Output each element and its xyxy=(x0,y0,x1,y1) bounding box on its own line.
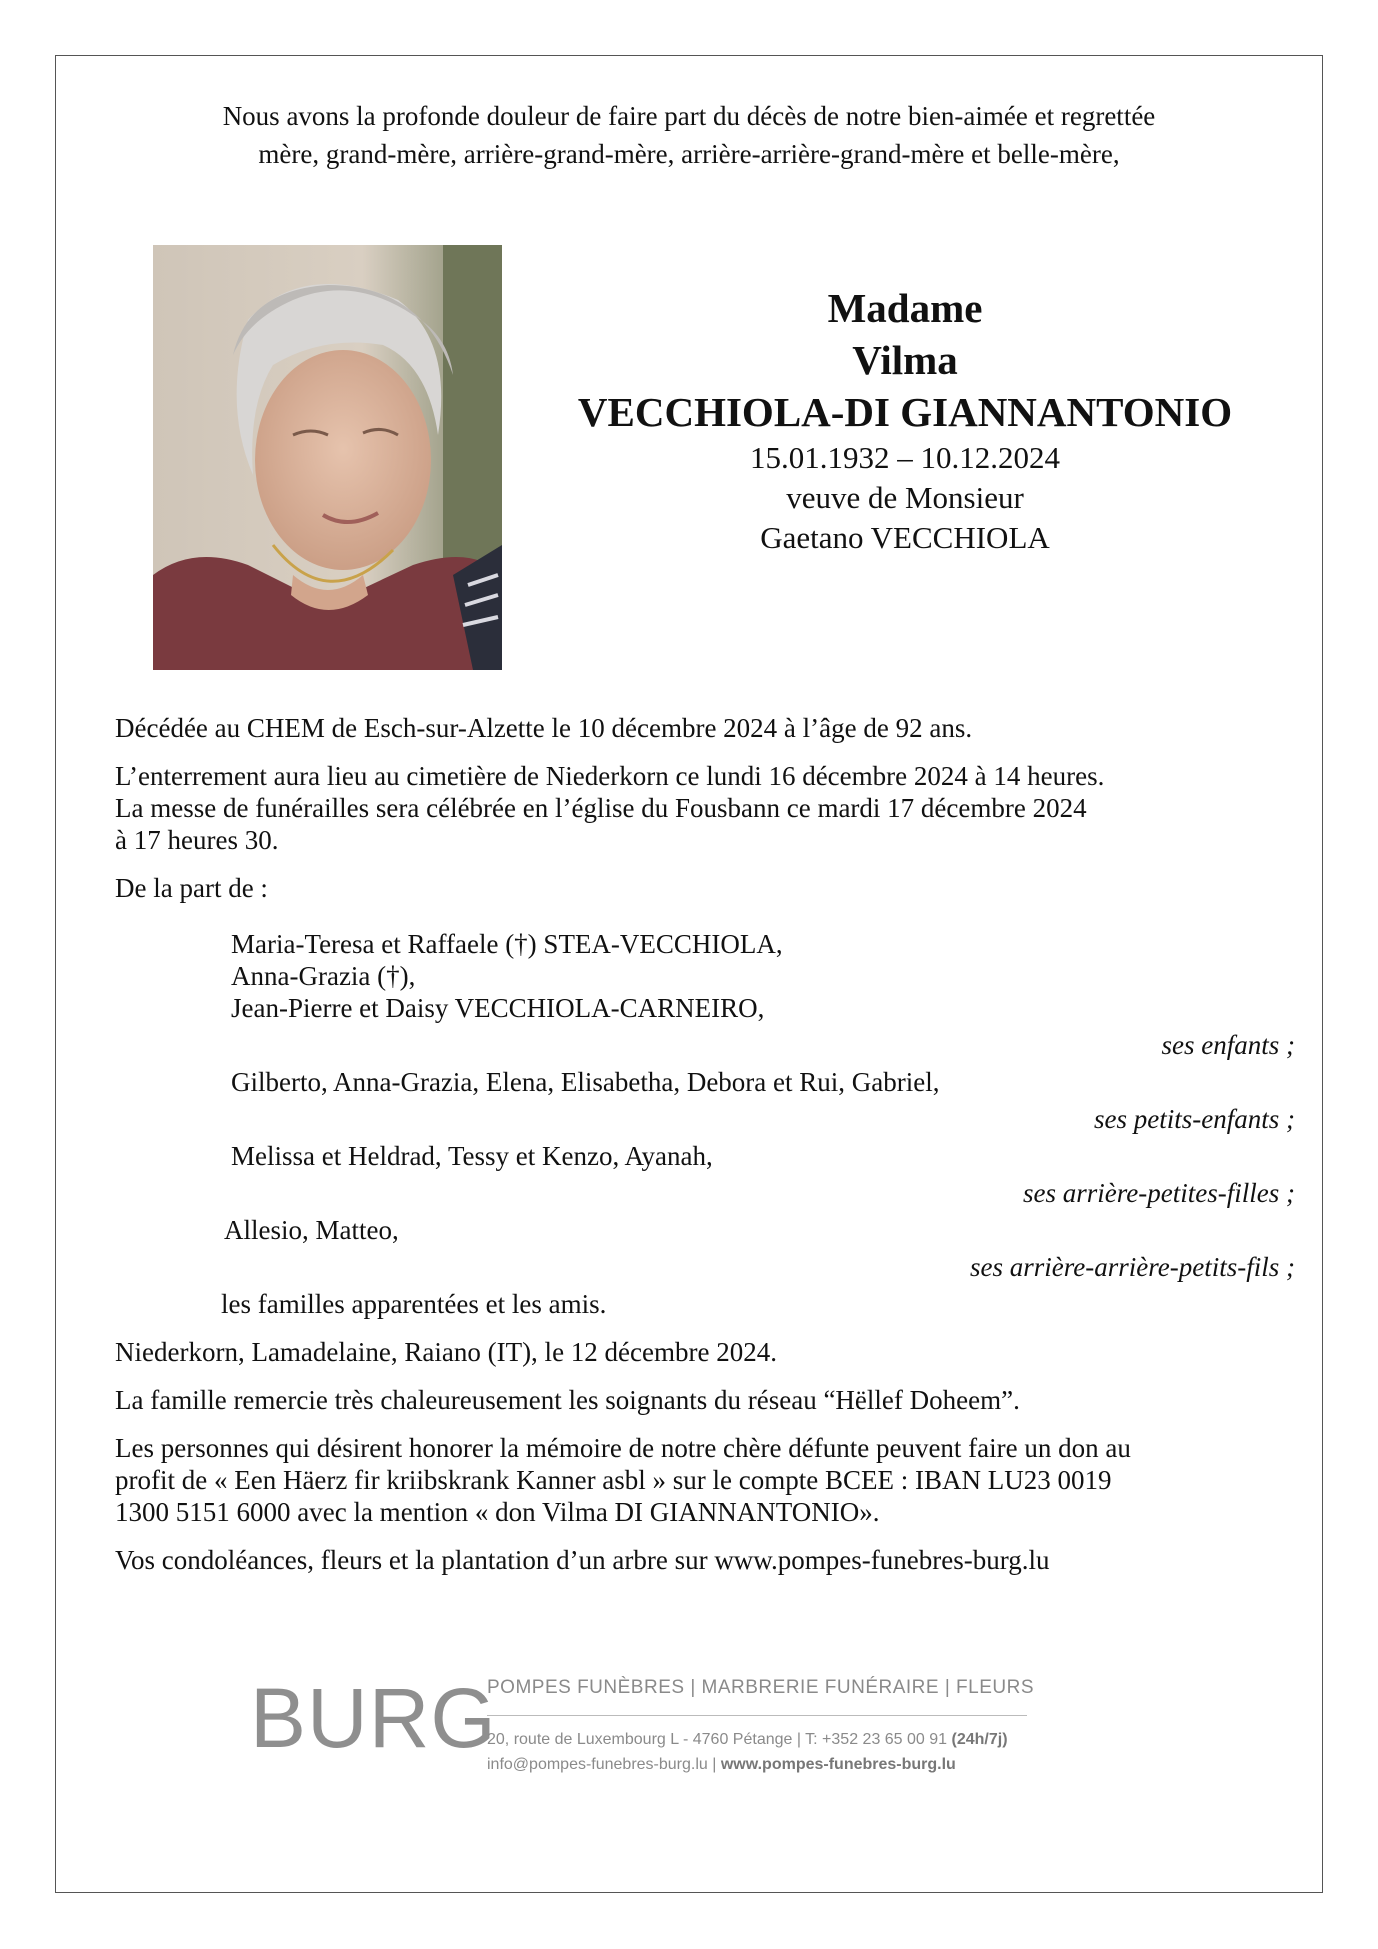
deceased-identity xyxy=(520,282,1290,558)
great-great-line: Allesio, Matteo, xyxy=(224,1215,399,1245)
deceased-first-name: Vilma xyxy=(852,337,958,383)
children-line-3: Jean-Pierre et Daisy VECCHIOLA-CARNEIRO, xyxy=(231,993,765,1023)
mass-text-2: à 17 heures 30. xyxy=(115,825,279,855)
deceased-dates: 15.01.1932 – 10.12.2024 xyxy=(750,440,1060,475)
relatives-line: les familles apparentées et les amis. xyxy=(221,1289,607,1319)
footer-divider xyxy=(487,1715,1027,1716)
death-notice: Décédée au CHEM de Esch-sur-Alzette le 10 décembre 2024 à l’âge de 92 ans. xyxy=(115,713,973,743)
website-link[interactable]: www.pompes-funebres-burg.lu xyxy=(720,1756,956,1773)
intro-line-2: mère, grand-mère, arrière-grand-mère, arrière-arrière-grand-mère et belle-mère, xyxy=(258,139,1120,169)
children-line-2: Anna-Grazia (†), xyxy=(231,961,416,991)
from-label: De la part de : xyxy=(115,873,268,903)
great-grandchildren-label: ses arrière-petites-filles ; xyxy=(1023,1178,1295,1208)
hours-text: (24h/7j) xyxy=(951,1731,1008,1748)
great-great-label: ses arrière-arrière-petits-fils ; xyxy=(970,1252,1295,1282)
widow-of: veuve de Monsieur xyxy=(786,480,1024,515)
children-label: ses enfants ; xyxy=(1161,1030,1295,1060)
burial-mass-info xyxy=(115,760,1295,856)
contact-line xyxy=(487,1756,956,1774)
address-line xyxy=(487,1731,1008,1749)
place-date: Niederkorn, Lamadelaine, Raiano (IT), le 12 décembre 2024. xyxy=(115,1337,777,1367)
grandchildren-label: ses petits-enfants ; xyxy=(1094,1104,1295,1134)
portrait-image xyxy=(153,245,502,670)
services-line: POMPES FUNÈBRES | MARBRERIE FUNÉRAIRE | FLEURS xyxy=(487,1677,1035,1698)
donation-line-1: Les personnes qui désirent honorer la mémoire de notre chère défunte peuvent faire un don au xyxy=(115,1433,1131,1463)
children-line-1: Maria-Teresa et Raffaele (†) STEA-VECCHIOLA, xyxy=(231,929,783,959)
intro-text xyxy=(60,97,1318,173)
donation-text xyxy=(115,1432,1295,1528)
donation-line-2: profit de « Een Häerz fir kriibskrank Kanner asbl » sur le compte BCEE : IBAN LU23 0019 xyxy=(115,1465,1112,1495)
condolences-text: Vos condoléances, fleurs et la plantation d’un arbre sur www.pompes-funebres-burg.lu xyxy=(115,1545,1050,1575)
deceased-surname: VECCHIOLA-DI GIANNANTONIO xyxy=(577,389,1233,435)
great-grandchildren-line: Melissa et Heldrad, Tessy et Kenzo, Ayanah, xyxy=(231,1141,713,1171)
announcement-body xyxy=(115,712,1295,1592)
family-list xyxy=(115,928,1295,1320)
address-text: 20, route de Luxembourg L - 4760 Pétange | T: +352 23 65 00 91 xyxy=(487,1731,948,1748)
donation-line-3: 1300 5151 6000 avec la mention « don Vilma DI GIANNANTONIO». xyxy=(115,1497,880,1527)
funeral-home-footer xyxy=(250,1665,1050,1785)
email-text: info@pompes-funebres-burg.lu | xyxy=(487,1756,717,1773)
spouse-name: Gaetano VECCHIOLA xyxy=(760,520,1050,555)
intro-line-1: Nous avons la profonde douleur de faire part du décès de notre bien-aimée et regrettée xyxy=(222,101,1156,131)
mass-text-1: La messe de funérailles sera célébrée en l’église du Fousbann ce mardi 17 décembre 2024 xyxy=(115,793,1087,823)
burial-text: L’enterrement aura lieu au cimetière de Niederkorn ce lundi 16 décembre 2024 à 14 heures. xyxy=(115,761,1105,791)
thanks-text: La famille remercie très chaleureusement les soignants du réseau “Hëllef Doheem”. xyxy=(115,1385,1020,1415)
grandchildren-line: Gilberto, Anna-Grazia, Elena, Elisabetha, Debora et Rui, Gabriel, xyxy=(231,1067,940,1097)
deceased-title: Madame xyxy=(827,285,983,331)
burg-logo: BURG xyxy=(250,1671,497,1765)
portrait-photo xyxy=(153,245,502,670)
